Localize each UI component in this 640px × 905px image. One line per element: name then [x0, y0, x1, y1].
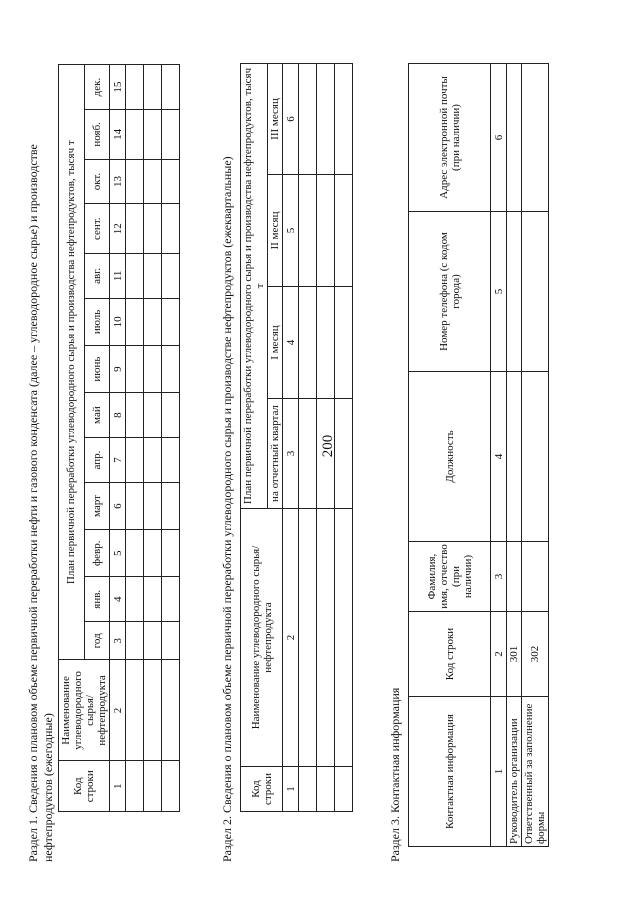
s3-header-phone: Номер телефона (с кодом города)	[409, 212, 491, 372]
s1-month-sep: сент.	[84, 204, 110, 253]
s1-colnum: 9	[110, 345, 126, 392]
s1-month-dec: дек.	[84, 65, 110, 110]
s2-empty-cell[interactable]	[299, 767, 317, 812]
s2-header-line-code: Код строки	[241, 767, 283, 812]
s3-row-label: Ответственный за заполнение формы	[522, 697, 549, 847]
s1-empty-cell[interactable]	[144, 345, 162, 392]
s3-header-position: Должность	[409, 372, 491, 542]
s2-subcol-month3: III месяц	[268, 64, 283, 175]
s1-colnum: 13	[110, 159, 126, 204]
s2-empty-cell[interactable]	[335, 767, 353, 812]
s2-empty-row	[335, 64, 353, 812]
rotated-page-content	[18, 22, 638, 882]
s1-empty-cell[interactable]	[144, 622, 162, 660]
s3-header-full-name: Фамилия, имя, отчество (при наличии)	[409, 542, 491, 612]
s1-empty-cell[interactable]	[162, 622, 180, 660]
s2-subcol-quarter: на отчетный квартал	[268, 399, 283, 509]
page-number: 200	[320, 434, 336, 458]
s1-empty-cell[interactable]	[162, 438, 180, 483]
s2-empty-cell[interactable]	[317, 287, 335, 399]
s1-colnum: 6	[110, 482, 126, 529]
s3-column-numbers-row	[491, 64, 507, 847]
s1-colnum: 3	[110, 622, 126, 660]
s1-empty-cell[interactable]	[162, 482, 180, 529]
s3-colnum: 6	[491, 64, 507, 212]
s1-month-jun: июнь	[84, 345, 110, 392]
s1-header-line-code: Код строки	[59, 761, 110, 812]
s3-row-label: Руководитель организации	[507, 697, 522, 847]
s1-empty-cell[interactable]	[126, 345, 144, 392]
s1-empty-cell[interactable]	[144, 660, 162, 761]
s1-empty-cell[interactable]	[126, 159, 144, 204]
s2-empty-cell[interactable]	[317, 509, 335, 767]
s2-empty-row	[299, 64, 317, 812]
s1-empty-cell[interactable]	[144, 393, 162, 438]
s2-empty-cell[interactable]	[317, 767, 335, 812]
s1-empty-cell[interactable]	[126, 761, 144, 812]
s1-empty-cell[interactable]	[162, 298, 180, 345]
s1-empty-cell[interactable]	[162, 530, 180, 577]
s1-empty-cell[interactable]	[126, 393, 144, 438]
s3-colnum: 5	[491, 212, 507, 372]
s1-empty-cell[interactable]	[162, 577, 180, 622]
section3-title: Раздел 3. Контактная информация	[388, 687, 402, 862]
s3-email-cell[interactable]	[507, 64, 522, 212]
s3-row-responsible-person	[522, 64, 549, 847]
s2-empty-cell[interactable]	[299, 399, 317, 509]
s1-empty-cell[interactable]	[144, 110, 162, 159]
s3-colnum: 4	[491, 372, 507, 542]
s3-email-cell[interactable]	[522, 64, 549, 212]
s2-colnum: 5	[283, 175, 299, 287]
s2-colnum: 2	[283, 509, 299, 767]
s3-position-cell[interactable]	[507, 372, 522, 542]
s1-empty-cell[interactable]	[144, 298, 162, 345]
s1-empty-cell[interactable]	[126, 204, 144, 253]
s2-subcol-month2: II месяц	[268, 175, 283, 287]
s3-colnum: 2	[491, 612, 507, 697]
s1-empty-cell[interactable]	[126, 65, 144, 110]
s1-empty-cell[interactable]	[162, 345, 180, 392]
s1-empty-cell[interactable]	[126, 298, 144, 345]
section2-title: Раздел 2. Сведения о плановом объеме первичной переработки углеводородного сырья и производстве нефтепродуктов (ежеквартальные)	[220, 156, 234, 862]
s1-empty-cell[interactable]	[144, 530, 162, 577]
s1-month-apr: апр.	[84, 438, 110, 483]
section1-title: Раздел 1. Сведения о плановом объеме первичной переработки нефти и газового конденсата (далее – углеводородное сырье) и производстве нефтепродуктов (ежегодные)	[26, 144, 55, 862]
s1-empty-cell[interactable]	[162, 110, 180, 159]
s3-phone-cell[interactable]	[522, 212, 549, 372]
s3-position-cell[interactable]	[522, 372, 549, 542]
section3-table	[408, 63, 549, 847]
section1-table	[58, 64, 180, 812]
s1-month-aug: авг.	[84, 253, 110, 298]
s1-colnum: 15	[110, 65, 126, 110]
s2-colnum: 6	[283, 64, 299, 175]
s2-empty-cell[interactable]	[299, 64, 317, 175]
s1-header-product-name: Наименование углеводородного сырья/нефтепродукта	[59, 660, 110, 761]
s3-row-code: 302	[522, 612, 549, 697]
s3-full-name-cell[interactable]	[507, 542, 522, 612]
s1-empty-cell[interactable]	[162, 761, 180, 812]
s2-empty-cell[interactable]	[299, 287, 317, 399]
s1-colnum: 4	[110, 577, 126, 622]
s1-empty-cell[interactable]	[144, 65, 162, 110]
s1-empty-cell[interactable]	[144, 204, 162, 253]
s3-phone-cell[interactable]	[507, 212, 522, 372]
s1-empty-cell[interactable]	[144, 482, 162, 529]
s1-column-numbers-row	[110, 65, 126, 812]
s1-empty-cell[interactable]	[162, 253, 180, 298]
s2-empty-cell[interactable]	[299, 175, 317, 287]
s1-month-year: год	[84, 622, 110, 660]
s1-empty-row	[162, 65, 180, 812]
s2-empty-cell[interactable]	[299, 509, 317, 767]
s1-empty-cell[interactable]	[162, 204, 180, 253]
s1-month-jul: июль	[84, 298, 110, 345]
s1-month-may: май	[84, 393, 110, 438]
s1-colnum: 11	[110, 253, 126, 298]
s1-colnum: 8	[110, 393, 126, 438]
s1-empty-cell[interactable]	[162, 159, 180, 204]
s3-colnum: 3	[491, 542, 507, 612]
s2-colnum: 4	[283, 287, 299, 399]
s1-header-plan: План первичной переработки углеводородного сырья и производства нефтепродуктов, тысяч т	[59, 65, 85, 660]
s2-empty-cell[interactable]	[335, 399, 353, 509]
s2-subcol-month1: I месяц	[268, 287, 283, 399]
s2-empty-cell[interactable]	[335, 64, 353, 175]
s2-empty-row	[317, 64, 335, 812]
s2-header-product-name: Наименование углеводородного сырья/нефтепродукта	[241, 509, 283, 767]
s1-empty-row	[144, 65, 162, 812]
s3-row-head-of-organization	[507, 64, 522, 847]
s3-row-code: 301	[507, 612, 522, 697]
s1-empty-cell[interactable]	[144, 438, 162, 483]
s1-empty-cell[interactable]	[126, 110, 144, 159]
s1-empty-cell[interactable]	[144, 577, 162, 622]
s2-column-numbers-row	[283, 64, 299, 812]
s3-header-email: Адрес электронной почты (при наличии)	[409, 64, 491, 212]
s2-empty-cell[interactable]	[335, 509, 353, 767]
s1-empty-cell[interactable]	[126, 253, 144, 298]
s2-empty-cell[interactable]	[317, 64, 335, 175]
s1-empty-cell[interactable]	[126, 660, 144, 761]
s1-month-feb: февр.	[84, 530, 110, 577]
s1-colnum: 1	[110, 761, 126, 812]
s1-month-nov: нояб.	[84, 110, 110, 159]
s1-empty-cell[interactable]	[126, 622, 144, 660]
s1-empty-cell[interactable]	[144, 761, 162, 812]
s1-colnum: 12	[110, 204, 126, 253]
s1-empty-cell[interactable]	[126, 482, 144, 529]
s1-empty-cell[interactable]	[162, 660, 180, 761]
section2-table	[240, 63, 353, 812]
s2-colnum: 1	[283, 767, 299, 812]
s1-empty-row	[126, 65, 144, 812]
s1-empty-cell[interactable]	[126, 530, 144, 577]
s1-month-mar: март	[84, 482, 110, 529]
s1-colnum: 5	[110, 530, 126, 577]
s2-empty-cell[interactable]	[317, 175, 335, 287]
s2-empty-cell[interactable]	[335, 175, 353, 287]
s1-empty-cell[interactable]	[126, 438, 144, 483]
s2-header-plan: План первичной переработки углеводородного сырья и производства нефтепродуктов, тысяч т	[241, 64, 268, 509]
s1-colnum: 7	[110, 438, 126, 483]
s1-colnum: 10	[110, 298, 126, 345]
s2-colnum: 3	[283, 399, 299, 509]
s3-full-name-cell[interactable]	[522, 542, 549, 612]
s1-empty-cell[interactable]	[126, 577, 144, 622]
s1-empty-cell[interactable]	[162, 65, 180, 110]
s1-month-jan: янв.	[84, 577, 110, 622]
s3-colnum: 1	[491, 697, 507, 847]
s2-empty-cell[interactable]	[335, 287, 353, 399]
s1-empty-cell[interactable]	[162, 393, 180, 438]
s2-empty-cell[interactable]	[317, 399, 335, 509]
s1-colnum: 14	[110, 110, 126, 159]
s1-month-oct: окт.	[84, 159, 110, 204]
s1-colnum: 2	[110, 660, 126, 761]
s3-header-contact-info: Контактная информация	[409, 697, 491, 847]
s1-empty-cell[interactable]	[144, 159, 162, 204]
s1-empty-cell[interactable]	[144, 253, 162, 298]
s3-header-line-code: Код строки	[409, 612, 491, 697]
